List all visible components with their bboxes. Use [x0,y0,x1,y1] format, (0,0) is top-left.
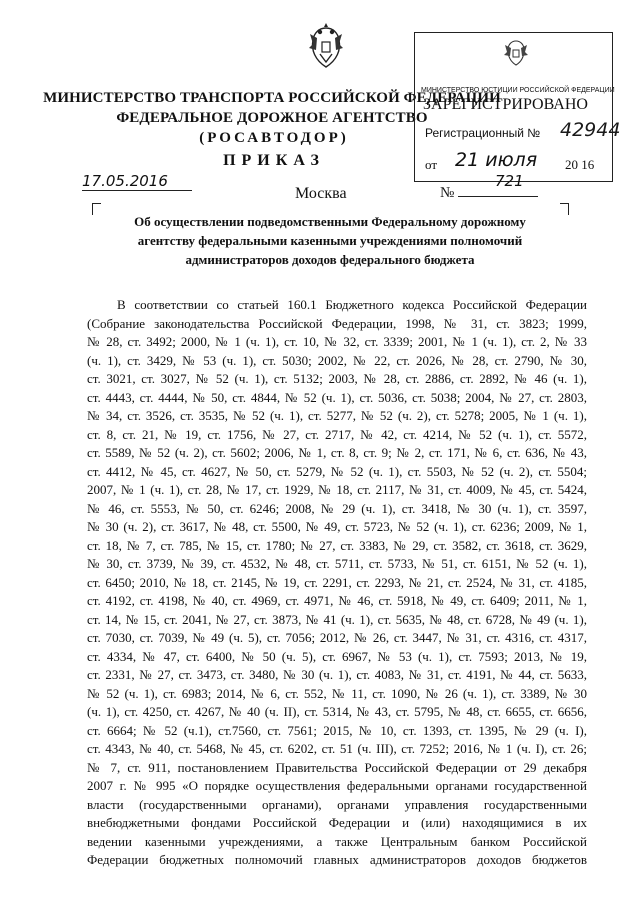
body-line: ст. 4412, № 45, ст. 4627, № 50, ст. 5279, № 52 (ч. 1), ст. 5503, № 52 (ч. 2), ст. 5504; [87,463,587,479]
body-line: ст. 2331, № 27, ст. 3473, ст. 3480, № 30 (ч. 1), ст. 4083, № 31, ст. 4191, № 44, ст. 5633, [87,667,587,682]
body-line: № 52 (ч. 1), ст. 6983; 2014, № 6, ст. 552, № 11, ст. 1090, № 26 (ч. 1), ст. 3389, № 30 [87,685,587,701]
stamp-date-handwritten: 21 июля [455,149,538,171]
body-line: (ч. 1), ст. 4250, ст. 4267, № 40 (ч. II), ст. 5314, № 43, ст. 5795, № 48, ст. 6655, ст. 6656, [87,704,587,719]
order-number: 721 [495,172,524,190]
body-line: ст. 18, № 7, ст. 785, № 15, ст. 1780; № 27, ст. 3383, № 29, ст. 3582, ст. 3618, ст. 3629, [87,537,587,553]
body-line: № 34, ст. 3526, ст. 3535, № 52 (ч. 1), ст. 5277, № 52 (ч. 2), ст. 5278; 2005, № 1 (ч. 1), [87,408,587,423]
body-line: (ч. 1), ст. 3429, № 53 (ч. 1), ст. 5030; 2002, № 22, ст. 2026, № 28, ст. 2790, № 30, [87,352,587,368]
signed-date-underline [82,190,192,191]
body-line: В соответствии со статьей 160.1 Бюджетного кодекса Российской Федерации [117,297,587,312]
registration-stamp [414,32,621,182]
subject-line: агентству федеральными казенными учреждениями полномочий [137,233,523,248]
body-line: ст. 4443, ст. 4444, № 50, ст. 4844, № 52 (ч. 1), ст. 5036, ст. 5038; 2004, № 27, ст. 2803, [87,389,587,405]
stamp-date-prefix: от [425,157,438,172]
agency-name: ФЕДЕРАЛЬНОЕ ДОРОЖНОЕ АГЕНТСТВО [116,110,428,126]
body-line: ст. 6664; № 52 (ч.1), ст.7560, ст. 7561; 2015, № 10, ст. 1393, ст. 1395, № 29 (ч. I), [87,722,587,738]
ministry-name: МИНИСТЕРСТВО ТРАНСПОРТА РОССИЙСКОЙ ФЕДЕРАЦИИ [43,90,501,106]
body-line: ст. 4334, № 47, ст. 6400, № 50 (ч. 5), ст. 6967, № 53 (ч. 1), ст. 7593; 2013, № 19, [87,648,587,664]
body-line: № 30 (ч. 2), ст. 3617, № 48, ст. 5500, № 49, ст. 5723, № 52 (ч. 1), ст. 6236; 2009, № 1, [87,519,587,534]
body-line: ст. 4343, № 40, ст. 5468, № 45, ст. 6202, ст. 51 (ч. III), ст. 7252; 2016, № 1 (ч. I), ст. 26; [87,741,587,756]
body-line: внебюджетными фондами Российской Федерации и (или) находящимися в их [87,815,587,830]
body-line: № 46, ст. 5553, № 50, ст. 6246; 2008, № 29 (ч. 1), ст. 3418, № 30 (ч. 1), ст. 3597, [87,500,587,516]
document-subject [105,212,555,269]
subject-line: Об осуществлении подведомственными Федеральному дорожному [134,214,526,229]
subject-bracket-right [560,203,569,215]
body-line: ст. 8, ст. 21, № 19, ст. 1756, № 27, ст. 2717, № 42, ст. 4214, № 52 (ч. 1), ст. 5572, [87,426,587,442]
stamp-registration-number: 42944 [560,119,621,141]
coat-of-arms-icon [305,20,347,70]
body-line: ст. 14, № 15, ст. 2041, № 27, ст. 3873, № 41 (ч. 1), ст. 5635, № 48, ст. 6728, № 49 (ч. 1), [87,611,587,627]
signed-date: 17.05.2016 [82,172,168,190]
body-line: 2007, № 1 (ч. 1), ст. 28, № 17, ст. 1929, № 18, ст. 2117, № 31, ст. 4009, № 45, ст. 5424, [87,482,587,497]
body-line: ст. 7030, ст. 7039, № 49 (ч. 5), ст. 7056; 2012, № 26, ст. 3447, № 31, ст. 4316, ст. 4317, [87,630,587,645]
order-number-label: № [440,185,455,201]
body-line: власти (государственными органами), органами управления государственными [87,796,587,812]
subject-line: администраторов доходов федерального бюджета [185,252,475,267]
body-line: № 30, ст. 3739, № 39, ст. 4532, № 48, ст. 5711, ст. 5733, № 51, ст. 6151, № 52 (ч. 1), [87,556,587,571]
body-text [87,296,587,870]
order-number-underline [458,196,538,197]
stamp-status: ЗАРЕГИСТРИРОВАНО [423,96,588,113]
body-line: (Собрание законодательства Российской Федерации, 1998, № 31, ст. 3823; 1999, [87,315,587,331]
stamp-year: 20 16 [565,157,595,172]
body-line: ст. 4192, ст. 4198, № 40, ст. 4969, ст. 4971, № 46, ст. 5918, № 49, ст. 6409; 2011, № 1, [87,593,587,608]
stamp-emblem-icon [503,37,529,67]
stamp-ministry: МИНИСТЕРСТВО ЮСТИЦИИ РОССИЙСКОЙ ФЕДЕРАЦИИ [421,87,615,94]
body-line: ст. 3021, ст. 3027, № 52 (ч. 1), ст. 5132; 2003, № 28, ст. 2886, ст. 2892, № 46 (ч. 1), [87,371,587,386]
body-line: ст. 6450; 2010, № 18, ст. 2145, № 19, ст. 2291, ст. 2293, № 21, ст. 2524, № 31, ст. 4185, [87,574,587,590]
body-line: 2007 г. № 995 «О порядке осуществления федеральными органами государственной [87,778,587,793]
body-line: ведении казенными учреждениями, а также Центральным банком Российской [87,833,587,849]
document-type: ПРИКАЗ [223,152,325,169]
body-line: № 28, ст. 3492; 2000, № 1 (ч. 1), ст. 10, № 32, ст. 3339; 2001, № 1 (ч. 1), ст. 2, № 33 [87,334,587,349]
body-line: № 7, ст. 911, постановлением Правительства Российской Федерации от 29 декабря [87,759,587,775]
agency-abbreviation: (РОСАВТОДОР) [199,130,349,146]
body-line: Федерации бюджетных полномочий главных администраторов доходов бюджетов [87,852,587,867]
subject-bracket-left [92,203,101,215]
body-line: ст. 5589, № 52 (ч. 2), ст. 5602; 2006, № 1, ст. 8, ст. 9; № 2, ст. 171, № 6, ст. 636, № 43, [87,445,587,460]
stamp-registration-label: Регистрационный № [425,126,541,140]
city: Москва [295,185,347,202]
